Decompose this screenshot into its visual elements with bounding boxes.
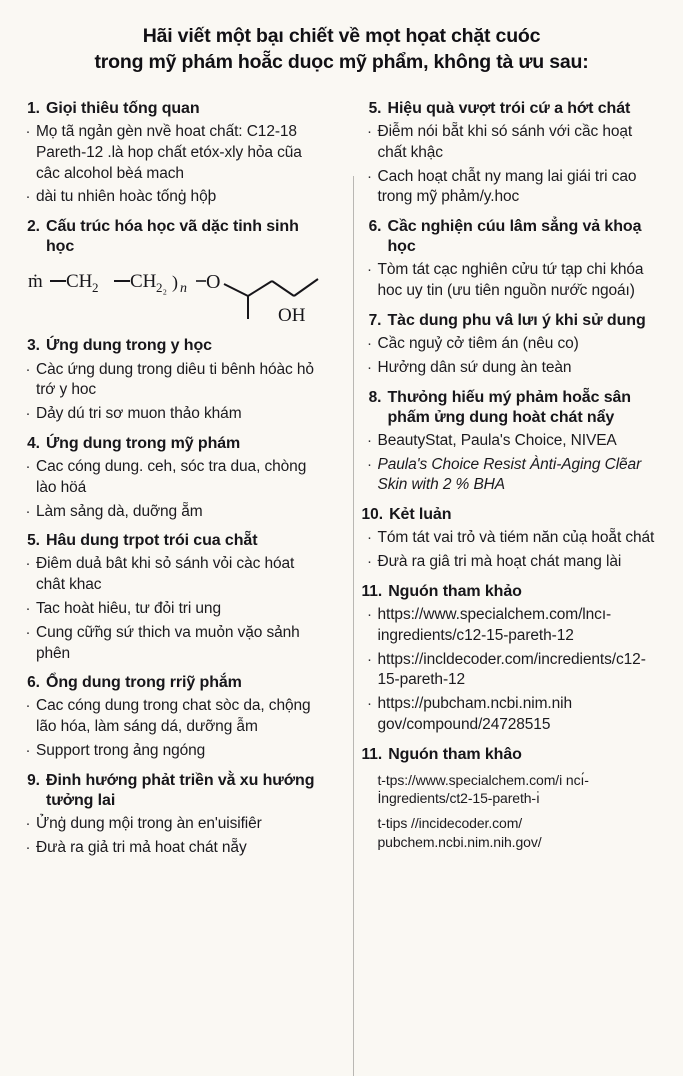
page-title <box>26 24 657 76</box>
bullet-icon: · <box>367 358 372 376</box>
chem-hydroxyl-label: OH <box>278 305 306 327</box>
list-item <box>362 455 666 497</box>
section-title: Cấu trúc hóa học vã dặc tinh sinh học <box>46 218 299 256</box>
list-item-text: dài tu nhiên hoàc tốnģ hộþ <box>36 188 217 206</box>
bullet-icon: · <box>367 431 372 449</box>
section-heading <box>20 99 326 119</box>
bullet-icon: · <box>367 455 372 473</box>
list-item-text: Dảy dú tri sơ muon thảo khám <box>36 405 242 423</box>
list-item <box>20 457 326 499</box>
bullet-icon: · <box>367 261 372 279</box>
section-heading <box>362 311 666 331</box>
list-item[interactable] <box>362 650 666 692</box>
section-number: 10. <box>361 506 384 524</box>
list-item <box>362 528 666 549</box>
section-heading <box>20 434 326 454</box>
chem-oxygen-label: O <box>206 271 221 294</box>
section-heading <box>362 99 666 119</box>
bullet-icon: · <box>25 838 31 856</box>
list-item-text: Điễm nói bẵt khi só sánh với cầc hoạt chất khậc <box>377 123 633 161</box>
list-item-text: Mọ tã ngản gèn nvề hoat chất: C12-18 Pareth-12 .là hop chất etóx-xly hỏa cũa câc alcohol bèá mach <box>36 123 302 182</box>
section-number: 6. <box>27 674 40 692</box>
section-heading <box>362 388 666 428</box>
right-column <box>342 90 672 857</box>
list-item-text: BeautyStat, Paula's Choice, NIVEA <box>377 431 617 449</box>
section-heading <box>20 531 326 551</box>
chem-group1-sub: 2 <box>92 280 99 296</box>
section-number: 11. <box>361 745 383 763</box>
list-item-text: Ửnģ dung mội trong àn en'uisifiêr <box>36 815 262 833</box>
list-item-text: Tóm tát vai trỏ và tiém năn củạ hoẵt chát <box>377 529 655 547</box>
section-number: 5. <box>368 99 382 117</box>
list-item <box>362 122 666 164</box>
section-title: Ứng dung trong y học <box>46 337 212 355</box>
list-item-text: Tòm tát cạc nghiên cửu tứ tạp chi khóa hoc uy tin (ưu tiên nguồn nướ̆c ngoáı) <box>377 261 644 300</box>
section-heading <box>362 582 666 602</box>
list-item <box>20 696 326 738</box>
list-item <box>20 741 326 762</box>
bullet-icon: · <box>25 360 31 378</box>
list-item-text: Cung cữ̃ng sứ thich va muỏn vặo sảnh phên <box>36 623 300 662</box>
section-title: Đinh hướng phảt triền vằ xu hướng tưởng lai <box>46 771 315 809</box>
list-item-text: Hưởng dân sứ dung àn teàn <box>377 358 572 376</box>
list-item-text: Cach hoạt chẫt ny mang lai giái tri cao trong mỹ phảm/y.hoc <box>377 167 637 206</box>
bullet-icon: · <box>25 555 31 573</box>
list-item <box>362 552 666 573</box>
bullet-icon: · <box>367 553 372 571</box>
chem-group1-label: CH <box>66 271 93 293</box>
bullet-icon: · <box>25 697 31 715</box>
bullet-icon: · <box>25 123 31 140</box>
section-title: Nguón tham khâo <box>388 745 522 763</box>
list-item <box>20 623 326 665</box>
chem-group2-sub: 2₂ <box>156 280 168 296</box>
left-column <box>12 90 342 862</box>
list-item <box>20 599 326 620</box>
section-number: 2. <box>27 218 40 236</box>
page-title-line-2: trong mỹ phám hoẵc duọc mỹ phẩm, không tà ưu sau: <box>94 50 589 73</box>
section-title: Giọi thiêu tống quan <box>46 99 200 117</box>
list-item[interactable] <box>362 605 666 647</box>
list-item <box>362 358 666 379</box>
reference-link[interactable]: t-tips //incidecoder.com/ pubchem.ncbi.nim.nih.gov/ <box>377 815 542 850</box>
molecule-svg <box>26 263 326 327</box>
section-number: 11. <box>361 582 383 600</box>
chem-group2-label: CH <box>130 271 157 293</box>
section-number: 8. <box>368 388 382 406</box>
section-number: 7. <box>368 311 382 329</box>
list-item <box>20 502 326 523</box>
list-item <box>20 187 326 208</box>
page-title-line-1: Hãi viết một bạı chiết về mọt họat chặt cuóc <box>142 25 541 47</box>
list-item-text: Cac cóng dung trong chat sòc da, chộng lão hóa, làm sáng dá, dưỡng ẫm <box>36 697 311 736</box>
reference-link[interactable]: t-tps://www.specialchem.com/i ncı́-İngredients/ct2-15-pareth-ı̇ <box>377 771 589 807</box>
list-item-text: Support trong ảng ngóng <box>36 741 206 759</box>
bullet-icon: · <box>367 650 372 668</box>
section-heading <box>20 771 326 811</box>
list-item-text: Paula's Choice Resist Ànti-Aging Clẽar Skin with 2 % BHA <box>377 455 642 494</box>
section-heading <box>20 217 326 257</box>
list-item <box>362 260 666 302</box>
section-number: 4. <box>27 434 40 452</box>
section-heading <box>362 745 666 765</box>
bullet-icon: · <box>25 188 31 206</box>
list-item <box>362 167 666 209</box>
list-item <box>20 404 326 425</box>
bullet-icon: · <box>367 529 372 547</box>
list-item <box>20 814 326 835</box>
bullet-icon: · <box>367 123 372 140</box>
bullet-icon: · <box>367 335 372 353</box>
list-item-text: Đưà ra giâ tri mà hoạt chát mang lài <box>377 553 622 571</box>
list-item-text: Đưà ra giả tri mả hoat chát nẵy <box>36 838 247 856</box>
section-heading <box>20 673 326 693</box>
list-item-text: Cac cóng dung. ceh, sóc tra dua, chòng lào höá <box>36 457 307 496</box>
two-column-body <box>12 90 671 1030</box>
list-item-text: Tac hoàt hiêu, tư đỏi tri ung <box>36 599 221 617</box>
bullet-icon: · <box>25 457 31 475</box>
section-title: Tàc dung phu vâ lưı ý khi sử dung <box>387 311 646 329</box>
list-item-text: Cầc nguỷ cở tiêm án (nêu co) <box>377 335 579 353</box>
bullet-icon: · <box>367 606 372 624</box>
list-item-text: Điêm duả bât khi sỏ sánh vỏi càc hóat chât khac <box>36 555 295 594</box>
section-title: Hâu dung trpot trói cua chẵt <box>46 532 258 550</box>
section-title: Cầc nghiện cúu lâm sẳng vả khoạ học <box>387 218 642 256</box>
bullet-icon: · <box>25 623 31 641</box>
section-number: 3. <box>27 337 40 355</box>
list-item <box>362 431 666 452</box>
list-item <box>20 838 326 859</box>
list-item-text: Làm sảng dà, duỡng ẵm <box>36 502 203 520</box>
section-title: Thưỏng hiếu mý phảm hoẵc sân phấm ửng dung hoàt chát nẩy <box>387 388 631 426</box>
section-heading <box>362 217 666 257</box>
section-title: Ứng dung trong mỹ phám <box>46 434 241 452</box>
column-divider <box>353 176 354 1076</box>
reference-link[interactable]: https://incldecoder.com/incredients/c12-15-pareth-12 <box>377 650 646 689</box>
bullet-icon: · <box>25 599 31 617</box>
chemical-structure-diagram <box>26 263 326 327</box>
section-number: 5. <box>27 532 40 550</box>
bullet-icon: · <box>25 405 31 423</box>
bullet-icon: · <box>367 695 372 713</box>
chem-repeat-close: ) <box>172 272 178 293</box>
bullet-icon: · <box>25 815 31 833</box>
reference-link[interactable]: https://pubcham.ncbi.nim.nih gov/compound/24728515 <box>377 695 572 733</box>
section-heading <box>20 336 326 356</box>
bullet-icon: · <box>367 167 372 185</box>
list-item <box>20 122 326 184</box>
section-title: Kẻt luản <box>389 506 452 524</box>
list-item-text: Càc ứng dung trong diêu ti bênh hóàc hỏ trớ y hoc <box>36 360 314 399</box>
list-item <box>20 554 326 596</box>
section-number: 6. <box>368 218 382 236</box>
chem-repeat-index: n <box>180 281 187 297</box>
section-title: Hiệu quà vượt trói cứ a hớt chát <box>387 99 631 117</box>
bullet-icon: · <box>25 502 31 520</box>
reference-link[interactable]: https://www.specialchem.com/lncı-ingredients/c12-15-pareth-12 <box>377 606 612 644</box>
list-item[interactable] <box>362 694 666 736</box>
section-number: 1. <box>27 99 40 117</box>
list-item <box>20 360 326 402</box>
section-heading <box>362 505 666 525</box>
chem-prefix-label: ṁ <box>28 271 43 293</box>
bullet-icon: · <box>25 741 31 759</box>
section-title: Ổng dung trong rriỹ phắm <box>46 674 242 692</box>
list-item <box>362 334 666 355</box>
section-title: Nguón tham khảo <box>388 582 522 600</box>
section-number: 9. <box>27 771 40 789</box>
